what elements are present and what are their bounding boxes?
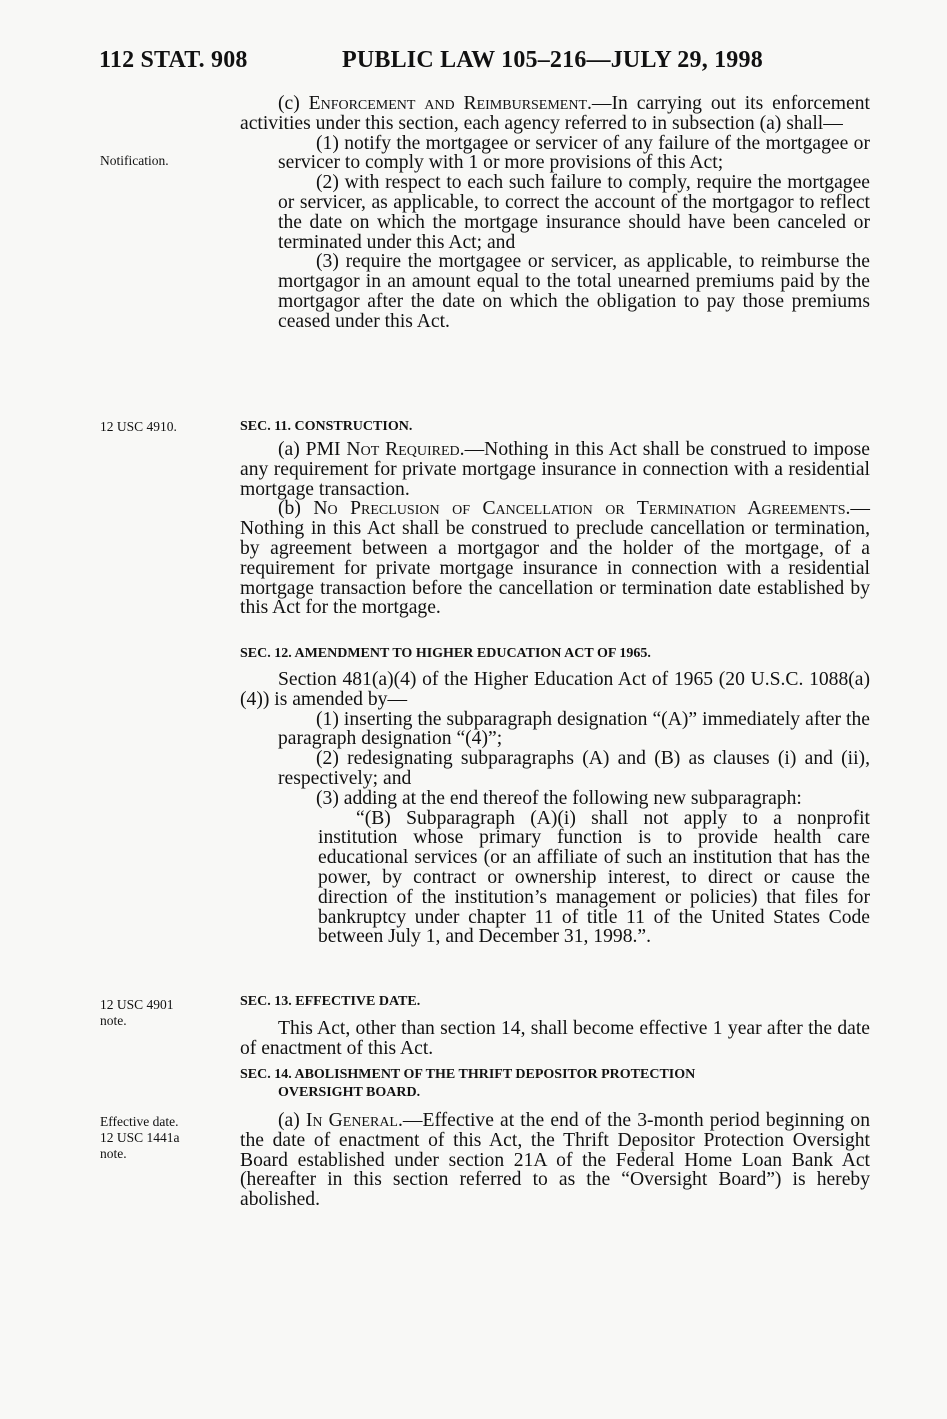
section-14-heading-line: OVERSIGHT BOARD. <box>278 1085 421 1100</box>
paragraph-c2: (2) with respect to each such failure to comply, require the mortgagee or servicer, as applicable, to correct the account of the mortgagor to reflect the date on which the mortgage insurance should have been canceled or terminated under this Act; and <box>278 172 870 253</box>
subsection-label: (a) <box>278 439 306 460</box>
margin-note-line: 12 USC 4901 <box>100 997 174 1012</box>
subsection-label: (c) <box>278 93 309 114</box>
paragraph-12-1: (1) inserting the subparagraph designation “(A)” immediately after the paragraph designation “(4)”; <box>278 708 870 750</box>
margin-note-usc-4901 <box>100 997 240 1029</box>
section-14-heading <box>240 1066 870 1102</box>
paragraph-12-2: (2) redesignating subparagraphs (A) and (B) as clauses (i) and (ii), respectively; and <box>278 748 870 789</box>
subsection-heading: In General <box>305 1110 398 1131</box>
margin-note-line: 12 USC 1441a <box>100 1130 180 1145</box>
paragraph-12-3: (3) adding at the end thereof the following new subparagraph: <box>316 787 802 809</box>
subsection-11a <box>240 440 870 499</box>
paragraph-c1: (1) notify the mortgagee or servicer of any failure of the mortgagee or servicer to comply with 1 or more provisions of this Act; <box>278 132 870 174</box>
subsection-label: (b) <box>278 498 314 520</box>
margin-note-effective-date <box>100 1114 240 1162</box>
subsection-heading: No Preclusion of Cancellation or Termination Agreements <box>313 498 846 520</box>
page-number-header: 112 STAT. 908 <box>99 47 248 73</box>
section-11 <box>240 440 870 618</box>
section-11-heading: SEC. 11. CONSTRUCTION. <box>240 419 413 434</box>
section-12-heading: SEC. 12. AMENDMENT TO HIGHER EDUCATION ACT OF 1965. <box>240 646 651 661</box>
section-12-intro: Section 481(a)(4) of the Higher Education Act of 1965 (20 U.S.C. 1088(a)(4)) is amended by— <box>240 669 870 710</box>
subsection-11b <box>240 499 870 618</box>
quoted-subparagraph-b: “(B) Subparagraph (A)(i) shall not apply to a nonprofit institution whose primary function is to provide health care educational services (or an affiliate of such an institution that has the power, by contract or ownership interest, to direct or cause the direction of the institution’s management or policies) that files for bankruptcy under chapter 11 of title 11 of the United States Code between July 1, and December 31, 1998.”. <box>318 807 870 948</box>
subsection-text: .—In carrying out its enforcement activities under this section, each agency referred to in subsection (a) shall— <box>240 93 870 134</box>
subsection-c-intro <box>240 94 870 134</box>
subsection-text: .—Nothing in this Act shall be construed to impose any requirement for private mortgage insurance in connection with a residential mortgage transaction. <box>240 439 870 500</box>
section-12 <box>240 670 870 947</box>
subsection-text: .—Effective at the end of the 3-month period beginning on the date of enactment of this Act, the Thrift Depositor Protection Oversight Board established under section 21A of the Federal Home Loan Bank Act (hereafter in this section referred to as the “Oversight Board”) is hereby abolished. <box>240 1110 870 1211</box>
margin-note-notification: Notification. <box>100 153 169 168</box>
margin-note-line: Effective date. <box>100 1114 179 1129</box>
margin-note-line: note. <box>100 1146 127 1161</box>
paragraph-c3: (3) require the mortgagee or servicer, as applicable, to reimburse the mortgagor in an amount equal to the total unearned premiums paid by the mortgagor after the date on which the obligation to pay those premiums ceased under this Act. <box>278 251 870 332</box>
section-13-text: This Act, other than section 14, shall become effective 1 year after the date of enactment of this Act. <box>240 1018 870 1059</box>
subsection-heading: Enforcement and Reimbursement <box>308 93 588 114</box>
section-13-heading: SEC. 13. EFFECTIVE DATE. <box>240 994 421 1009</box>
section-13 <box>240 1019 870 1059</box>
subsection-text: .—Nothing in this Act shall be construed to preclude cancellation or termination, by agreement between a mortgagor and the holder of the mortgage, of a requirement for private mortgage insurance in connection with a residential mortgage transaction before the cancellation or termination date established by this Act for the mortgage. <box>240 498 871 619</box>
running-head-title: PUBLIC LAW 105–216—JULY 29, 1998 <box>342 47 763 73</box>
margin-note-usc-4910: 12 USC 4910. <box>100 419 177 434</box>
subsection-heading: PMI Not Required <box>305 439 460 460</box>
margin-note-line: note. <box>100 1013 127 1028</box>
section-14-heading-line: SEC. 14. ABOLISHMENT OF THE THRIFT DEPOSITOR PROTECTION <box>240 1067 696 1082</box>
subsection-label: (a) <box>278 1110 306 1131</box>
subsection-c <box>240 94 870 332</box>
subsection-14a <box>240 1111 870 1210</box>
section-14 <box>240 1111 870 1210</box>
